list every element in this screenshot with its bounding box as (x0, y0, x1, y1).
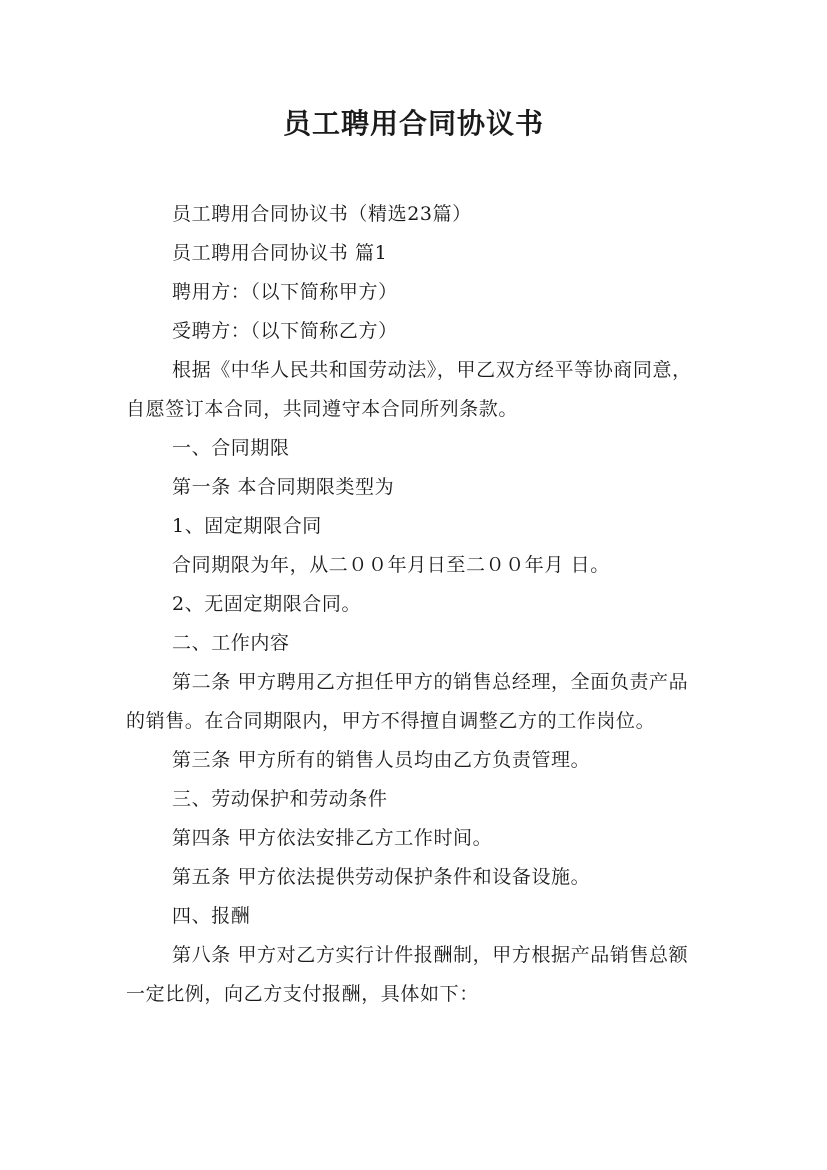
paragraph: 员工聘用合同协议书 篇1 (172, 242, 388, 264)
section-heading: 三、劳动保护和劳动条件 (172, 788, 388, 810)
paragraph: 第三条 甲方所有的销售人员均由乙方负责管理。 (172, 749, 591, 771)
paragraph: 第五条 甲方依法提供劳动保护条件和设备设施。 (172, 866, 591, 888)
paragraph: 第四条 甲方依法安排乙方工作时间。 (172, 827, 493, 849)
paragraph: 员工聘用合同协议书（精选23篇） (172, 203, 472, 225)
document-body (126, 195, 706, 1014)
paragraph: 受聘方：（以下简称乙方） (172, 320, 398, 342)
paragraph: 合同期限为年，从二００年月日至二００年月 日。 (172, 554, 610, 576)
paragraph: 2、无固定期限合同。 (172, 593, 362, 615)
paragraph: 1、固定期限合同 (172, 515, 322, 537)
paragraph: 第一条 本合同期限类型为 (172, 476, 395, 498)
paragraph: 第二条 甲方聘用乙方担任甲方的销售总经理，全面负责产品的销售。在合同期限内，甲方不得擅自调整乙方的工作岗位。 (126, 671, 689, 732)
paragraph: 聘用方：（以下简称甲方） (172, 281, 398, 303)
section-heading: 一、合同期限 (172, 437, 290, 459)
paragraph: 根据《中华人民共和国劳动法》，甲乙双方经平等协商同意，自愿签订本合同，共同遵守本合同所列条款。 (126, 359, 692, 420)
document-title: 员工聘用合同协议书 (282, 107, 544, 140)
section-heading: 二、工作内容 (172, 632, 290, 654)
section-heading: 四、报酬 (172, 905, 251, 927)
paragraph: 第八条 甲方对乙方实行计件报酬制，甲方根据产品销售总额一定比例，向乙方支付报酬，具体如下： (126, 944, 689, 1005)
